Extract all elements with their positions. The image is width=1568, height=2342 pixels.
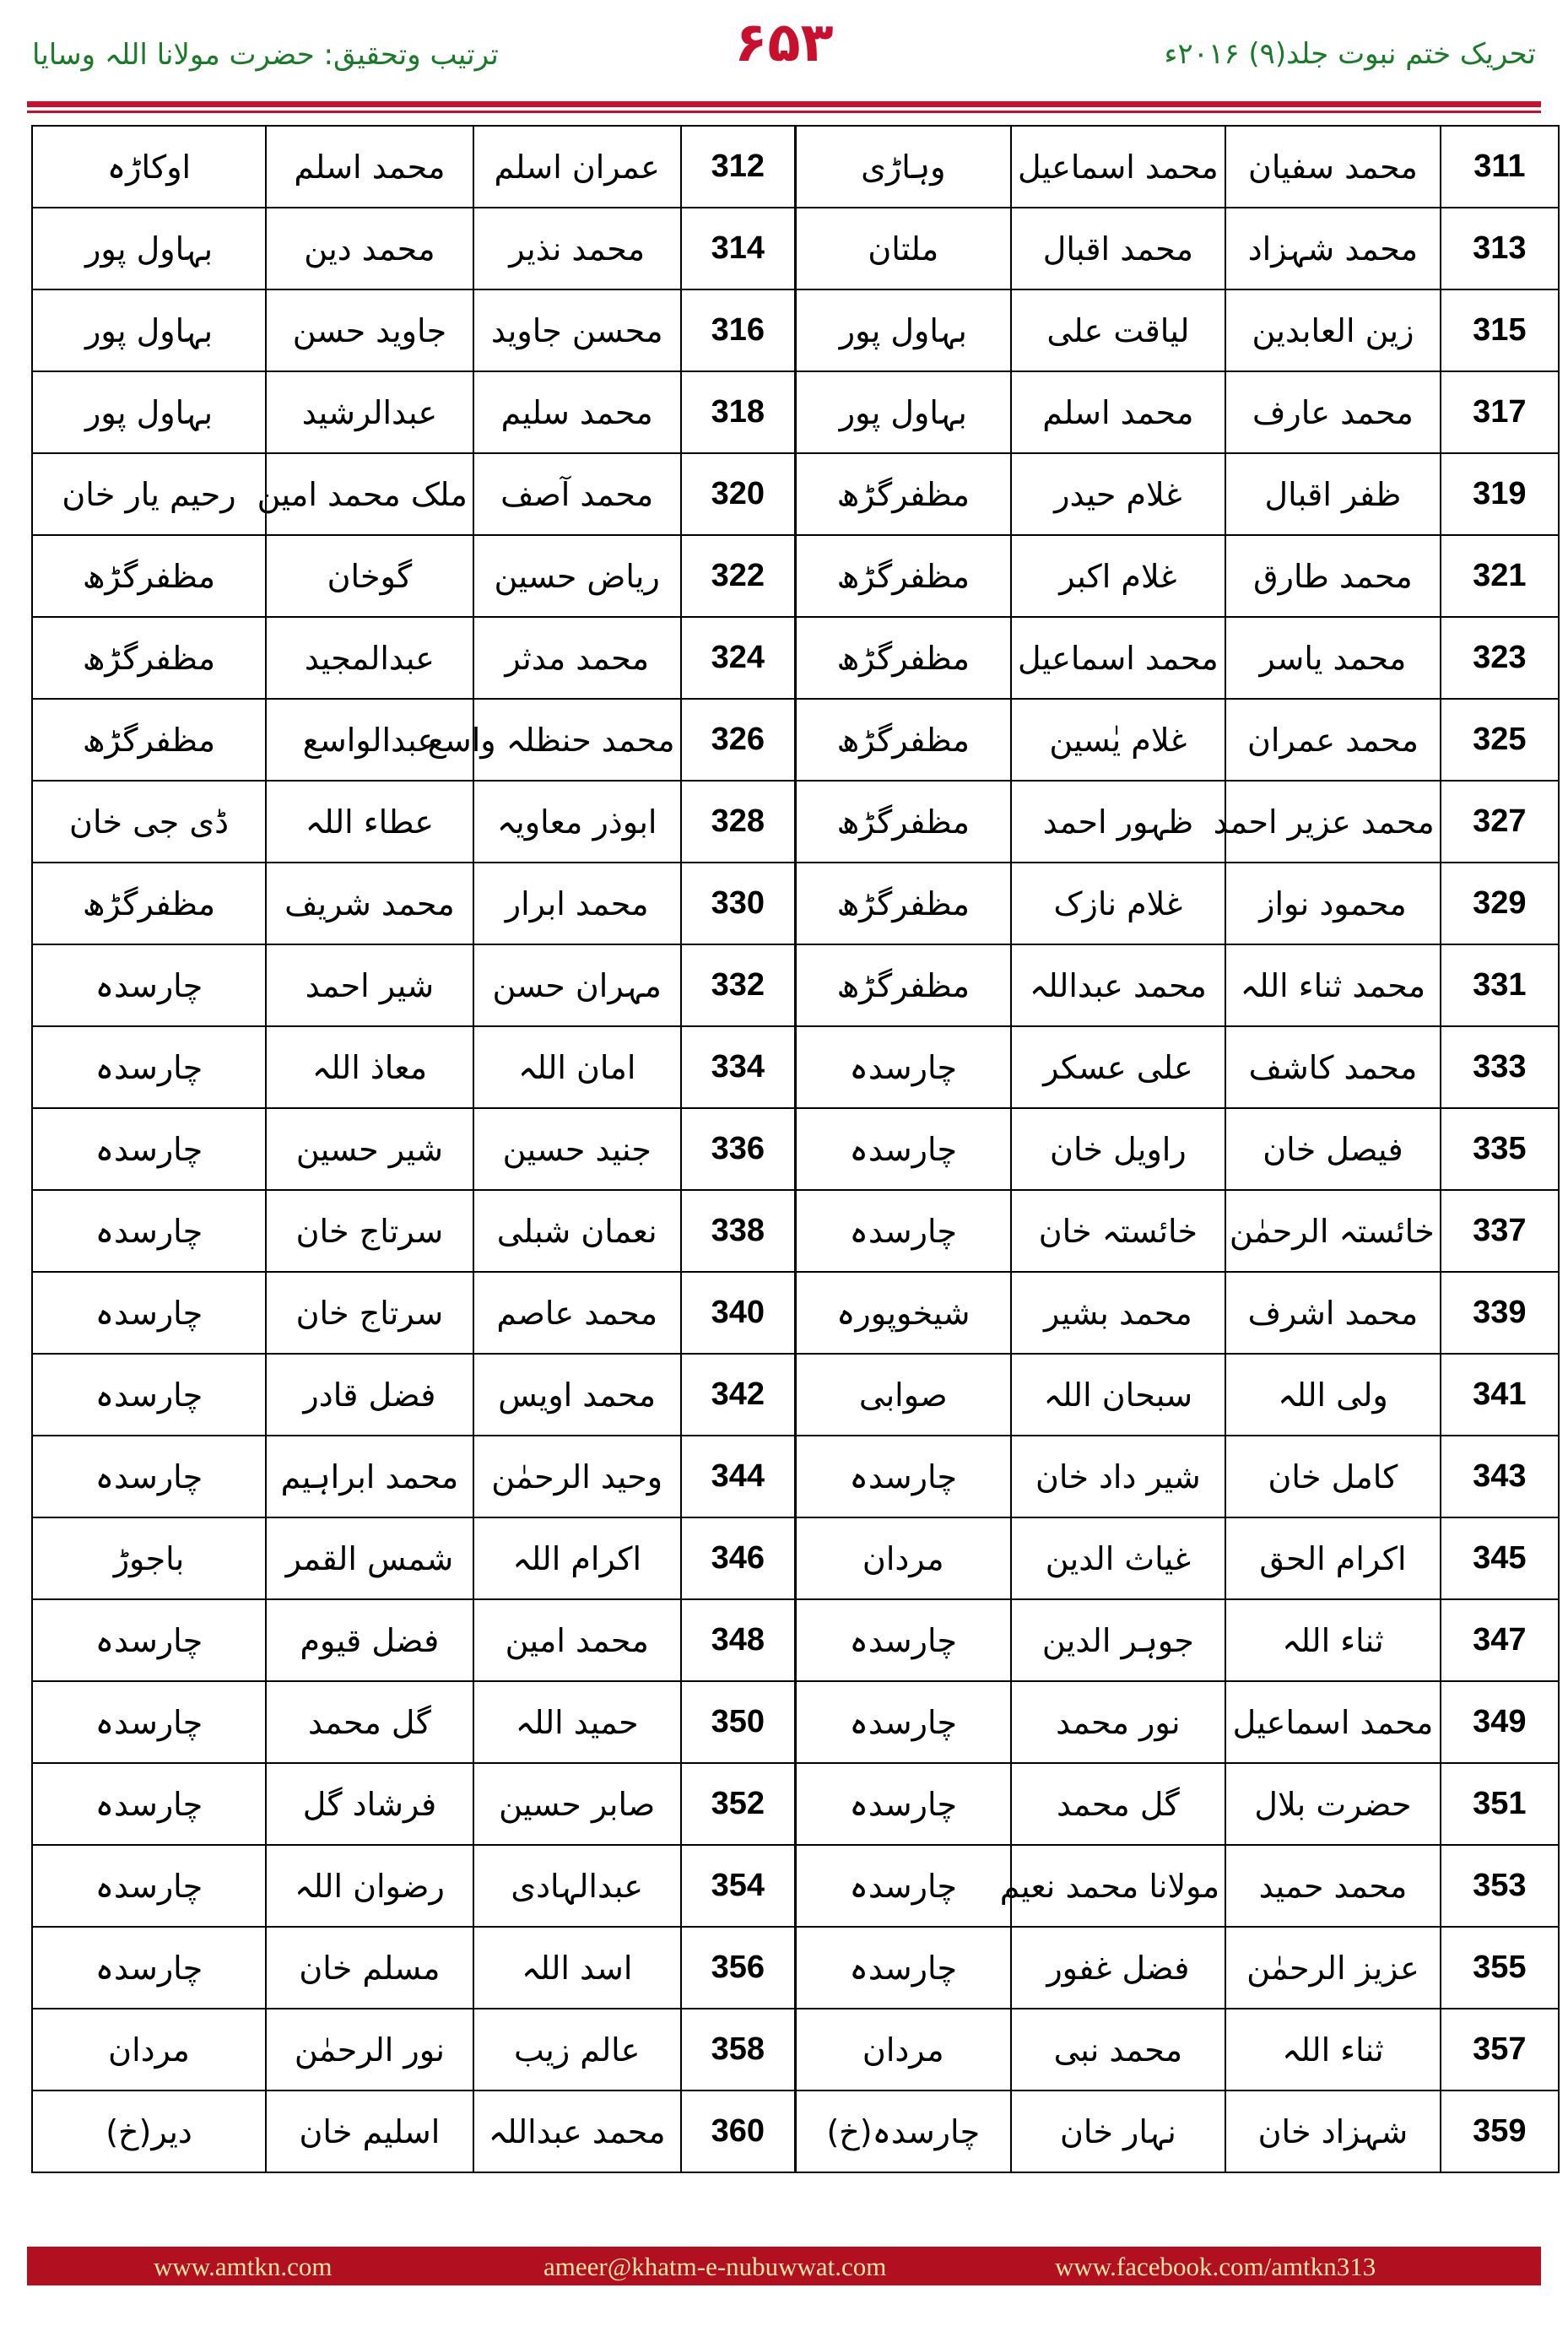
names-table-right <box>795 125 1560 2173</box>
name-cell: محمد آصف <box>473 453 681 535</box>
name-cell: محمد طارق <box>1225 535 1441 617</box>
page-number: ۶۵۳ <box>734 12 834 74</box>
father-cell: محمد دین <box>266 208 473 289</box>
serial-number-cell: 333 <box>1441 1026 1559 1108</box>
city-cell: ڈی جی خان <box>32 781 266 863</box>
table-row <box>796 1436 1559 1517</box>
father-cell: سرتاج خان <box>266 1190 473 1272</box>
table-row <box>796 535 1559 617</box>
father-cell: غلام اکبر <box>1011 535 1226 617</box>
name-cell: خائستہ الرحمٰن <box>1225 1190 1441 1272</box>
father-cell: جوہر الدین <box>1011 1599 1226 1681</box>
name-cell: امان اللہ <box>473 1026 681 1108</box>
father-cell: محمد نبی <box>1011 2009 1226 2090</box>
footer-email-link[interactable]: ameer@khatm-e-nubuwwat.com <box>543 2252 887 2281</box>
serial-number-cell: 358 <box>681 2009 795 2090</box>
name-cell: ثناء اللہ <box>1225 1599 1441 1681</box>
serial-number-cell: 356 <box>681 1927 795 2009</box>
table-row <box>32 1517 795 1599</box>
serial-number-cell: 327 <box>1441 781 1559 863</box>
city-cell: مردان <box>32 2009 266 2090</box>
name-cell: فیصل خان <box>1225 1108 1441 1190</box>
name-cell: صابر حسین <box>473 1763 681 1845</box>
serial-number-cell: 324 <box>681 617 795 699</box>
father-cell: نور محمد <box>1011 1681 1226 1763</box>
name-cell: محمد نذیر <box>473 208 681 289</box>
city-cell: مظفرگڑھ <box>796 781 1011 863</box>
father-cell: ملک محمد امین <box>266 453 473 535</box>
serial-number-cell: 359 <box>1441 2090 1559 2172</box>
table-row <box>32 1436 795 1517</box>
serial-number-cell: 331 <box>1441 944 1559 1026</box>
serial-number-cell: 341 <box>1441 1354 1559 1436</box>
father-cell: غلام یٰسین <box>1011 699 1226 781</box>
table-row <box>796 863 1559 944</box>
serial-number-cell: 345 <box>1441 1517 1559 1599</box>
city-cell: چارسدہ <box>32 1354 266 1436</box>
father-cell: شیر حسین <box>266 1108 473 1190</box>
table-row <box>796 1108 1559 1190</box>
city-cell: چارسدہ <box>32 1681 266 1763</box>
serial-number-cell: 311 <box>1441 126 1559 208</box>
name-cell: محمد یاسر <box>1225 617 1441 699</box>
city-cell: مظفرگڑھ <box>796 944 1011 1026</box>
serial-number-cell: 328 <box>681 781 795 863</box>
city-cell: چارسدہ <box>796 1927 1011 2009</box>
serial-number-cell: 318 <box>681 371 795 453</box>
table-row <box>32 944 795 1026</box>
city-cell: چارسدہ <box>32 1190 266 1272</box>
name-cell: محمد عزیر احمد <box>1225 781 1441 863</box>
name-cell: محمد عاصم <box>473 1272 681 1354</box>
table-row <box>32 535 795 617</box>
city-cell: رحیم یار خان <box>32 453 266 535</box>
father-cell: شیر احمد <box>266 944 473 1026</box>
city-cell: چارسدہ <box>32 1927 266 2009</box>
table-row <box>796 1026 1559 1108</box>
serial-number-cell: 342 <box>681 1354 795 1436</box>
table-row <box>796 208 1559 289</box>
name-cell: وحید الرحمٰن <box>473 1436 681 1517</box>
serial-number-cell: 354 <box>681 1845 795 1927</box>
table-row <box>32 453 795 535</box>
name-cell: عالم زیب <box>473 2009 681 2090</box>
city-cell: چارسدہ <box>32 944 266 1026</box>
serial-number-cell: 357 <box>1441 2009 1559 2090</box>
serial-number-cell: 321 <box>1441 535 1559 617</box>
name-cell: محمد عارف <box>1225 371 1441 453</box>
father-cell: گل محمد <box>1011 1763 1226 1845</box>
table-row <box>32 1681 795 1763</box>
serial-number-cell: 336 <box>681 1108 795 1190</box>
city-cell: بہاول پور <box>32 208 266 289</box>
table-row <box>32 1108 795 1190</box>
father-cell: لیاقت علی <box>1011 289 1226 371</box>
father-cell: ظہور احمد <box>1011 781 1226 863</box>
city-cell: چارسدہ <box>796 1599 1011 1681</box>
serial-number-cell: 329 <box>1441 863 1559 944</box>
father-cell: غیاث الدین <box>1011 1517 1226 1599</box>
table-row <box>796 126 1559 208</box>
header-rule <box>27 101 1541 107</box>
serial-number-cell: 343 <box>1441 1436 1559 1517</box>
serial-number-cell: 320 <box>681 453 795 535</box>
city-cell: مظفرگڑھ <box>32 863 266 944</box>
name-cell: محمد حنظلہ واسع <box>473 699 681 781</box>
name-cell: ثناء اللہ <box>1225 2009 1441 2090</box>
serial-number-cell: 346 <box>681 1517 795 1599</box>
table-row <box>796 1681 1559 1763</box>
name-cell: محمد ابرار <box>473 863 681 944</box>
table-row <box>32 699 795 781</box>
table-row <box>32 1845 795 1927</box>
serial-number-cell: 352 <box>681 1763 795 1845</box>
name-cell: زین العابدین <box>1225 289 1441 371</box>
father-cell: خائستہ خان <box>1011 1190 1226 1272</box>
name-cell: ظفر اقبال <box>1225 453 1441 535</box>
city-cell: مظفرگڑھ <box>796 699 1011 781</box>
table-row <box>796 2090 1559 2172</box>
father-cell: نہار خان <box>1011 2090 1226 2172</box>
serial-number-cell: 332 <box>681 944 795 1026</box>
city-cell: چارسدہ <box>796 1436 1011 1517</box>
city-cell: چارسدہ <box>32 1763 266 1845</box>
father-cell: غلام حیدر <box>1011 453 1226 535</box>
name-cell: شہزاد خان <box>1225 2090 1441 2172</box>
father-cell: محمد شریف <box>266 863 473 944</box>
table-row <box>796 781 1559 863</box>
city-cell: ملتان <box>796 208 1011 289</box>
father-cell: محمد اسلم <box>1011 371 1226 453</box>
father-cell: مولانا محمد نعیم <box>1011 1845 1226 1927</box>
name-cell: محسن جاوید <box>473 289 681 371</box>
father-cell: محمد عبداللہ <box>1011 944 1226 1026</box>
serial-number-cell: 339 <box>1441 1272 1559 1354</box>
header-author: ترتیب وتحقیق: حضرت مولانا اللہ وسایا <box>32 38 499 72</box>
table-row <box>796 453 1559 535</box>
table-row <box>32 1190 795 1272</box>
city-cell: چارسدہ <box>796 1190 1011 1272</box>
father-cell: فضل قیوم <box>266 1599 473 1681</box>
city-cell: چارسدہ <box>796 1108 1011 1190</box>
city-cell: بہاول پور <box>796 371 1011 453</box>
father-cell: اسلیم خان <box>266 2090 473 2172</box>
city-cell: چارسدہ <box>796 1763 1011 1845</box>
father-cell: غلام نازک <box>1011 863 1226 944</box>
serial-number-cell: 322 <box>681 535 795 617</box>
table-row <box>796 371 1559 453</box>
serial-number-cell: 344 <box>681 1436 795 1517</box>
city-cell: مظفرگڑھ <box>796 453 1011 535</box>
name-cell: محمد عمران <box>1225 699 1441 781</box>
father-cell: عطاء اللہ <box>266 781 473 863</box>
serial-number-cell: 347 <box>1441 1599 1559 1681</box>
father-cell: سرتاج خان <box>266 1272 473 1354</box>
name-cell: محمد سفیان <box>1225 126 1441 208</box>
city-cell: مظفرگڑھ <box>796 863 1011 944</box>
serial-number-cell: 315 <box>1441 289 1559 371</box>
footer-facebook-link[interactable]: www.facebook.com/amtkn313 <box>1055 2252 1376 2281</box>
name-cell: حمید اللہ <box>473 1681 681 1763</box>
name-cell: عمران اسلم <box>473 126 681 208</box>
page-footer <box>27 2247 1541 2285</box>
table-row <box>32 1599 795 1681</box>
header-book-title: تحریک ختم نبوت جلد(۹) ۲۰۱۶ء <box>1164 37 1536 71</box>
serial-number-cell: 340 <box>681 1272 795 1354</box>
name-cell: محمد اشرف <box>1225 1272 1441 1354</box>
city-cell: مظفرگڑھ <box>32 535 266 617</box>
father-cell: مسلم خان <box>266 1927 473 2009</box>
header-rule-thin <box>27 111 1541 113</box>
father-cell: فضل قادر <box>266 1354 473 1436</box>
name-cell: ابوذر معاویہ <box>473 781 681 863</box>
serial-number-cell: 337 <box>1441 1190 1559 1272</box>
city-cell: چارسدہ <box>32 1436 266 1517</box>
city-cell: چارسدہ <box>796 1681 1011 1763</box>
serial-number-cell: 317 <box>1441 371 1559 453</box>
father-cell: راویل خان <box>1011 1108 1226 1190</box>
serial-number-cell: 312 <box>681 126 795 208</box>
name-cell: کامل خان <box>1225 1436 1441 1517</box>
father-cell: نور الرحمٰن <box>266 2009 473 2090</box>
father-cell: فضل غفور <box>1011 1927 1226 2009</box>
name-cell: اکرام الحق <box>1225 1517 1441 1599</box>
name-cell: محمد عبداللہ <box>473 2090 681 2172</box>
name-cell: محمود نواز <box>1225 863 1441 944</box>
serial-number-cell: 325 <box>1441 699 1559 781</box>
table-row <box>32 1763 795 1845</box>
father-cell: فرشاد گل <box>266 1763 473 1845</box>
city-cell: بہاول پور <box>32 371 266 453</box>
name-cell: اکرام اللہ <box>473 1517 681 1599</box>
table-row <box>796 1517 1559 1599</box>
table-row <box>32 1927 795 2009</box>
table-row <box>32 126 795 208</box>
serial-number-cell: 334 <box>681 1026 795 1108</box>
city-cell: مردان <box>796 1517 1011 1599</box>
table-row <box>32 863 795 944</box>
names-table-left <box>31 125 796 2173</box>
name-cell: محمد کاشف <box>1225 1026 1441 1108</box>
table-row <box>32 617 795 699</box>
father-cell: رضوان اللہ <box>266 1845 473 1927</box>
serial-number-cell: 338 <box>681 1190 795 1272</box>
city-cell: اوکاڑہ <box>32 126 266 208</box>
father-cell: جاوید حسن <box>266 289 473 371</box>
table-row <box>32 1272 795 1354</box>
father-cell: عبدالمجید <box>266 617 473 699</box>
name-cell: محمد اسماعیل <box>1225 1681 1441 1763</box>
serial-number-cell: 355 <box>1441 1927 1559 2009</box>
serial-number-cell: 326 <box>681 699 795 781</box>
serial-number-cell: 348 <box>681 1599 795 1681</box>
father-cell: محمد اقبال <box>1011 208 1226 289</box>
footer-website-link[interactable]: www.amtkn.com <box>154 2252 333 2281</box>
city-cell: بہاول پور <box>796 289 1011 371</box>
name-cell: عبدالہادی <box>473 1845 681 1927</box>
father-cell: محمد اسلم <box>266 126 473 208</box>
city-cell: چارسدہ <box>32 1845 266 1927</box>
father-cell: گوخان <box>266 535 473 617</box>
father-cell: عبدالرشید <box>266 371 473 453</box>
table-row <box>32 289 795 371</box>
city-cell: وہاڑی <box>796 126 1011 208</box>
table-row <box>796 289 1559 371</box>
father-cell: عبدالواسع <box>266 699 473 781</box>
city-cell: شیخوپورہ <box>796 1272 1011 1354</box>
table-row <box>796 1190 1559 1272</box>
city-cell: چارسدہ <box>796 1845 1011 1927</box>
name-cell: ریاض حسین <box>473 535 681 617</box>
name-cell: محمد حمید <box>1225 1845 1441 1927</box>
father-cell: محمد بشیر <box>1011 1272 1226 1354</box>
city-cell: مظفرگڑھ <box>32 617 266 699</box>
serial-number-cell: 360 <box>681 2090 795 2172</box>
table-row <box>796 2009 1559 2090</box>
table-row <box>32 208 795 289</box>
name-cell: محمد سلیم <box>473 371 681 453</box>
name-cell: جنید حسین <box>473 1108 681 1190</box>
table-row <box>796 1845 1559 1927</box>
father-cell: گل محمد <box>266 1681 473 1763</box>
serial-number-cell: 349 <box>1441 1681 1559 1763</box>
city-cell: چارسدہ <box>32 1599 266 1681</box>
table-row <box>32 2009 795 2090</box>
serial-number-cell: 316 <box>681 289 795 371</box>
name-cell: محمد اویس <box>473 1354 681 1436</box>
serial-number-cell: 319 <box>1441 453 1559 535</box>
serial-number-cell: 330 <box>681 863 795 944</box>
city-cell: باجوڑ <box>32 1517 266 1599</box>
city-cell: دیر(خ) <box>32 2090 266 2172</box>
father-cell: شمس القمر <box>266 1517 473 1599</box>
table-row <box>796 1599 1559 1681</box>
serial-number-cell: 335 <box>1441 1108 1559 1190</box>
table-row <box>796 617 1559 699</box>
table-row <box>32 2090 795 2172</box>
serial-number-cell: 313 <box>1441 208 1559 289</box>
table-row <box>796 699 1559 781</box>
father-cell: محمد اسماعیل <box>1011 617 1226 699</box>
table-row <box>796 944 1559 1026</box>
city-cell: بہاول پور <box>32 289 266 371</box>
table-row <box>32 371 795 453</box>
table-row <box>32 1026 795 1108</box>
serial-number-cell: 314 <box>681 208 795 289</box>
name-cell: عزیز الرحمٰن <box>1225 1927 1441 2009</box>
page-header <box>0 0 1568 101</box>
father-cell: سبحان اللہ <box>1011 1354 1226 1436</box>
table-row <box>796 1272 1559 1354</box>
table-row <box>32 1354 795 1436</box>
city-cell: چارسدہ <box>32 1108 266 1190</box>
name-cell: محمد مدثر <box>473 617 681 699</box>
name-cell: اسد اللہ <box>473 1927 681 2009</box>
name-cell: ولی اللہ <box>1225 1354 1441 1436</box>
serial-number-cell: 351 <box>1441 1763 1559 1845</box>
serial-number-cell: 350 <box>681 1681 795 1763</box>
name-cell: محمد شہزاد <box>1225 208 1441 289</box>
city-cell: مظفرگڑھ <box>32 699 266 781</box>
city-cell: چارسدہ <box>32 1272 266 1354</box>
city-cell: چارسدہ(خ) <box>796 2090 1011 2172</box>
city-cell: مظفرگڑھ <box>796 535 1011 617</box>
city-cell: صوابی <box>796 1354 1011 1436</box>
name-cell: محمد امین <box>473 1599 681 1681</box>
father-cell: علی عسکر <box>1011 1026 1226 1108</box>
name-cell: حضرت بلال <box>1225 1763 1441 1845</box>
father-cell: معاذ اللہ <box>266 1026 473 1108</box>
table-row <box>796 1927 1559 2009</box>
city-cell: مظفرگڑھ <box>796 617 1011 699</box>
serial-number-cell: 323 <box>1441 617 1559 699</box>
city-cell: چارسدہ <box>796 1026 1011 1108</box>
father-cell: محمد اسماعیل <box>1011 126 1226 208</box>
father-cell: محمد ابراہیم <box>266 1436 473 1517</box>
city-cell: مردان <box>796 2009 1011 2090</box>
table-row <box>796 1354 1559 1436</box>
city-cell: چارسدہ <box>32 1026 266 1108</box>
table-row <box>796 1763 1559 1845</box>
name-cell: محمد ثناء اللہ <box>1225 944 1441 1026</box>
serial-number-cell: 353 <box>1441 1845 1559 1927</box>
table-row <box>32 781 795 863</box>
father-cell: شیر داد خان <box>1011 1436 1226 1517</box>
name-cell: مہران حسن <box>473 944 681 1026</box>
name-cell: نعمان شبلی <box>473 1190 681 1272</box>
